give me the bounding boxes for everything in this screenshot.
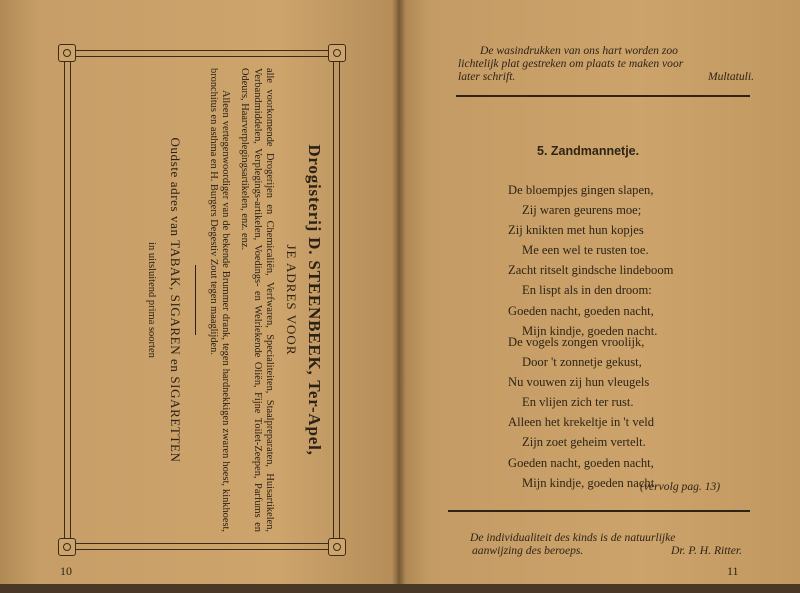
bottom-quote-line-2: aanwijzing des beroeps. — [472, 544, 584, 557]
corner-ornament-icon — [328, 538, 346, 556]
page-number-left: 10 — [60, 564, 72, 578]
poem-line: Me een wel te rusten toe. — [522, 243, 649, 258]
top-quote-line-1: De wasindrukken van ons hart worden zoo — [480, 44, 678, 57]
advert-body: alle voorkomende Drogerijen en Chemicaliën, Verfwaren, Specialiteiten, Staalpreparaten, Huisartikelen, Verbandmiddelen, Verplegings-artikelen, Voedings- en Welriekende Oliën, Fijne Toilet-Zeepen, Parfums en Odeurs, Haarverplegingsartikelen, enz. enz. — [239, 68, 276, 532]
poem-stanza-2 — [508, 332, 657, 493]
advertisement — [72, 62, 332, 538]
page-bottom-edge — [0, 584, 800, 593]
corner-ornament-icon — [328, 44, 346, 62]
divider-bottom — [448, 510, 750, 512]
bottom-quote-author: Dr. P. H. Ritter. — [671, 544, 742, 557]
poem-line: Goeden nacht, goeden nacht, — [508, 303, 654, 318]
advert-body-2: Alleen vertegenwoordiger van de bekende Brummer drank, tegen hardnekkigen zwaren hoest, kinkhoest, bronchitus en asthma en H. Burgers Degestiv Zout tegen maaglijden. — [207, 68, 232, 532]
poem-line: En vlijen zich ter rust. — [522, 395, 634, 410]
poem-line: Nu vouwen zij hun vleugels — [508, 375, 650, 390]
corner-ornament-icon — [58, 44, 76, 62]
poem-line: Door 't zonnetje gekust, — [522, 355, 642, 370]
advertisement-rotated-text — [72, 62, 332, 538]
poem-line: En lispt als in den droom: — [522, 283, 652, 298]
advert-divider — [195, 265, 196, 335]
advert-title: Drogisterij D. STEENBEEK, Ter-Apel, — [305, 144, 324, 456]
poem-line: Mijn kindje, goeden nacht. — [522, 475, 658, 490]
poem-line: Zacht ritselt gindsche lindeboom — [508, 263, 674, 278]
corner-ornament-icon — [58, 538, 76, 556]
poem-line: De bloempjes gingen slapen, — [508, 183, 654, 197]
poem-line: Zij knikten met hun kopjes — [508, 223, 644, 238]
poem-line: Zij waren geurens moe; — [522, 203, 642, 218]
bottom-quote — [470, 531, 742, 557]
poem-line: Goeden nacht, goeden nacht, — [508, 455, 654, 470]
divider-top — [456, 95, 750, 97]
bottom-quote-line-1: De individualiteit des kinds is de natuurlijke — [470, 531, 676, 544]
top-quote-author: Multatuli. — [707, 70, 754, 83]
page-number-right: 11 — [727, 564, 739, 578]
poem-line: Zijn zoet geheim vertelt. — [522, 435, 646, 450]
advert-footer-note: in uitsluitend prima soorten — [146, 242, 158, 358]
top-quote-line-3: later schrift. — [458, 70, 516, 83]
advert-footer: Oudste adres van TABAK, SIGAREN en SIGARETTEN — [167, 137, 183, 463]
top-quote-line-2: lichtelijk plat gestreken om plaats te maken voor — [458, 57, 684, 70]
poem-line: Mijn kindje, goeden nacht. — [522, 323, 658, 338]
poem-stanza-1 — [508, 180, 673, 341]
poem-title: 5. Zandmannetje. — [537, 144, 640, 158]
poem-line: Alleen het krekeltje in 't veld — [508, 415, 654, 430]
book-gutter — [392, 0, 406, 593]
advert-subtitle: JE ADRES VOOR — [284, 244, 300, 356]
top-quote — [458, 44, 754, 83]
poem-line: De vogels zongen vroolijk, — [508, 335, 645, 349]
poem-continued-note: (vervolg pag. 13) — [640, 480, 721, 493]
